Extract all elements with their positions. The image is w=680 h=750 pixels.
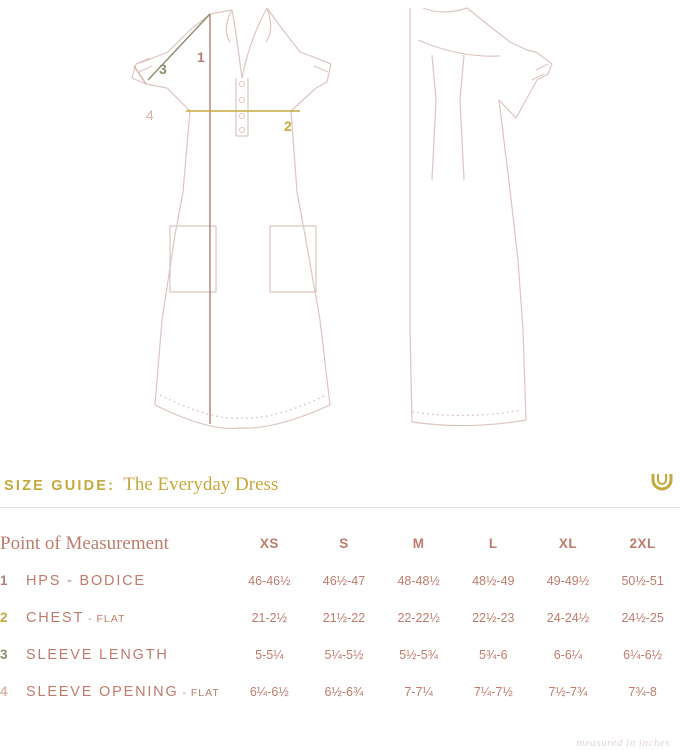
measurement-note: - FLAT (178, 686, 220, 699)
back-dress-drawing (410, 8, 552, 426)
row-label-sleeve-length (0, 636, 232, 673)
measurement-name: SLEEVE OPENING (26, 683, 179, 700)
table-header-row (0, 525, 680, 562)
measure-line-3 (148, 14, 210, 80)
measurement-name: SLEEVE LENGTH (26, 646, 169, 663)
horseshoe-u-icon (649, 468, 675, 494)
table-cell: 24-24½ (546, 610, 590, 625)
callout-1: 1 (197, 49, 205, 65)
table-cell: 22-22½ (397, 610, 440, 625)
table-cell: 7-7¼ (404, 684, 433, 699)
table-cell: 7¾-8 (628, 684, 657, 699)
table-row (0, 599, 680, 636)
table-cell: 46-46½ (248, 573, 291, 588)
table-row (0, 562, 680, 599)
table-cell: 5¼-5½ (324, 647, 364, 662)
callout-2: 2 (284, 118, 292, 134)
table-cell: 5-5¼ (255, 647, 284, 662)
product-name: The Everyday Dress (123, 474, 279, 495)
table-cell: 50½-51 (621, 573, 664, 588)
measurement-name: CHEST (26, 609, 85, 626)
size-table (0, 525, 680, 710)
size-header-m: M (412, 536, 425, 551)
size-header-xl: XL (558, 536, 578, 551)
table-cell: 48½-49 (472, 573, 515, 588)
button-2 (240, 98, 245, 103)
button-4 (240, 128, 245, 133)
placket-buttons (240, 82, 245, 133)
table-cell: 24½-25 (621, 610, 664, 625)
table-cell: 6¼-6½ (623, 647, 663, 662)
size-header-xs: XS (259, 536, 279, 551)
table-cell: 22½-23 (472, 610, 515, 625)
row-label-sleeve-opening (0, 673, 232, 710)
table-cell: 6½-6¾ (324, 684, 364, 699)
point-of-measurement-header: Point of Measurement (0, 532, 169, 554)
row-label-chest (0, 599, 232, 636)
size-guide-title (4, 474, 278, 498)
size-guide-label: SIZE GUIDE: (4, 478, 116, 494)
table-cell: 6-6¼ (553, 647, 583, 662)
table-cell: 48-48½ (397, 573, 440, 588)
row-label-hps-bodice (0, 562, 232, 599)
button-3 (240, 114, 245, 119)
table-cell: 7½-7¾ (548, 684, 588, 699)
callout-3: 3 (159, 61, 167, 77)
measurement-name: HPS - BODICE (26, 572, 146, 589)
measurement-note: - FLAT (84, 612, 126, 625)
table-cell: 7¼-7½ (473, 684, 513, 699)
table-cell: 21½-22 (322, 610, 366, 625)
size-header-2xl: 2XL (629, 536, 656, 551)
table-cell: 5½-5¾ (399, 647, 439, 662)
row-number: 4 (0, 683, 8, 699)
table-cell: 49-49½ (546, 573, 590, 588)
table-cell: 6¼-6½ (249, 684, 289, 699)
table-row (0, 673, 680, 710)
title-divider (0, 507, 680, 508)
size-header-s: S (339, 536, 349, 551)
table-row (0, 636, 680, 673)
size-header-l: L (488, 536, 498, 551)
callout-4: 4 (146, 107, 154, 123)
button-1 (240, 82, 245, 87)
row-number: 1 (0, 572, 8, 588)
row-number: 2 (0, 609, 8, 625)
units-note: measured in inches (576, 737, 670, 749)
table-cell: 21-2½ (251, 610, 288, 625)
table-cell: 5¾-6 (479, 647, 508, 662)
table-cell: 46½-47 (322, 573, 366, 588)
row-number: 3 (0, 646, 8, 662)
